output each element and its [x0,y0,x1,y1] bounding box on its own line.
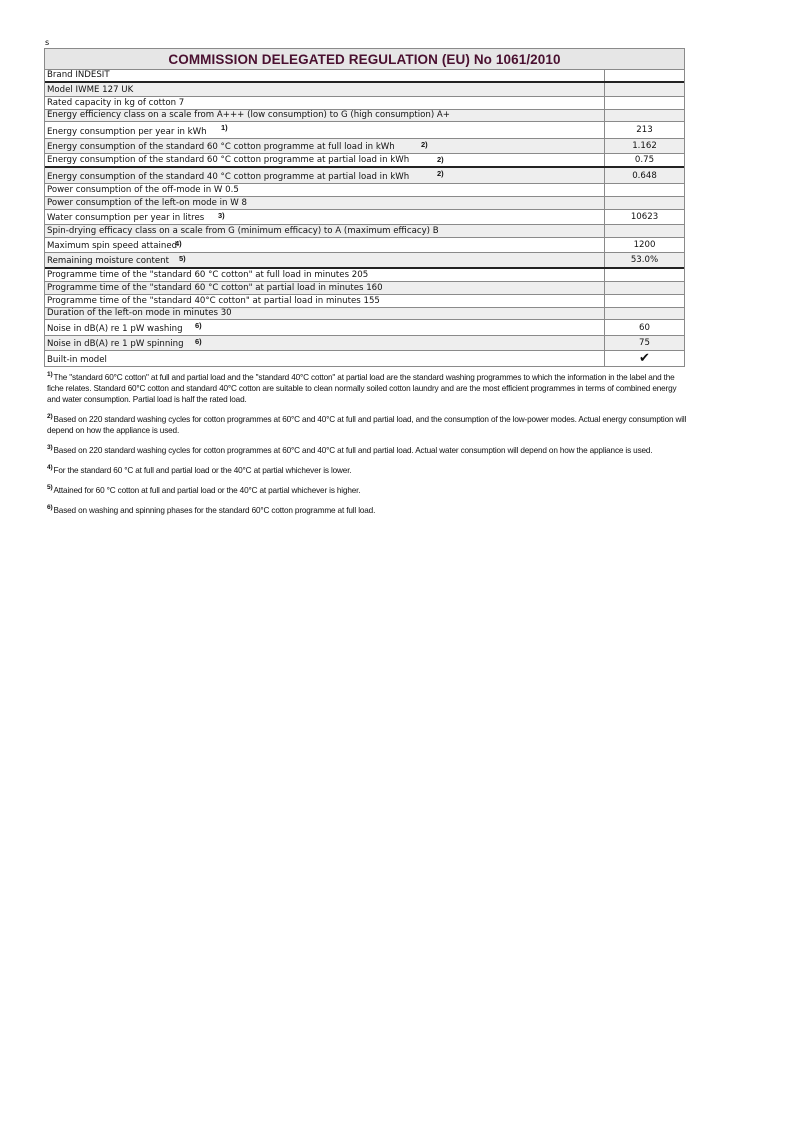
row-value-text: 1200 [633,240,656,250]
table-row [45,139,684,154]
table-row [45,168,684,184]
row-value [605,154,684,166]
row-label [45,110,605,121]
table-row [45,253,684,269]
row-label-text: Remaining moisture content [47,256,169,266]
row-label-text: Model IWME 127 UK [47,85,134,95]
row-value [605,139,684,153]
footnote [47,411,687,436]
row-value [605,110,684,121]
footnote-text: For the standard 60 °C at full and partial load or the 40°C at partial whichever is lower. [53,466,352,475]
row-label [45,282,605,294]
row-value [605,122,684,138]
row-value-text: 1.162 [632,141,657,151]
table-row [45,320,684,336]
row-label-text: Rated capacity in kg of cotton 7 [47,98,185,108]
row-label [45,225,605,237]
row-label-text: Energy consumption of the standard 60 °C cotton programme at full load in kWh [47,142,395,152]
row-label [45,122,605,138]
table-row [45,110,684,122]
footnote-ref: 5) [179,254,186,263]
row-label-text: Built-in model [47,355,107,365]
row-label [45,168,605,183]
row-label [45,336,605,350]
row-value-text: 75 [639,338,650,348]
footnote-ref: 6) [195,321,202,330]
footnote-ref: 2) [421,140,428,149]
row-value [605,197,684,209]
table-row [45,197,684,210]
row-label-text: Energy efficiency class on a scale from A+++ (low consumption) to G (high consumption) A+ [47,110,450,120]
regulation-title: COMMISSION DELEGATED REGULATION (EU) No 1061/2010 [45,49,684,70]
corner-mark: s [45,38,50,47]
table-row [45,238,684,253]
row-label [45,320,605,335]
footnote-ref: 2) [437,169,444,178]
row-value [605,70,684,81]
footnote-ref: 3) [218,211,225,220]
row-label-text: Energy consumption of the standard 60 °C cotton programme at partial load in kWh [47,155,410,165]
row-value [605,97,684,109]
table-row [45,225,684,238]
row-label-text: Programme time of the "standard 40°C cotton" at partial load in minutes 155 [47,296,380,306]
table-row [45,295,684,308]
row-label [45,295,605,307]
row-label [45,238,605,252]
row-value [605,282,684,294]
row-value [605,336,684,350]
footnote-number: 5) [47,484,53,491]
footnote [47,462,687,476]
row-label-text: Energy consumption per year in kWh [47,127,207,137]
table-row [45,351,684,367]
row-label [45,154,605,166]
row-value-text: 60 [639,322,650,333]
row-value-text: 0.648 [632,170,657,181]
row-value [605,295,684,307]
table-row [45,70,684,83]
row-label-text: Water consumption per year in litres [47,213,205,223]
table-row [45,336,684,351]
fiche-rows [45,70,684,367]
table-row [45,184,684,197]
footnote-ref: 2) [437,155,444,164]
footnote-text: Based on 220 standard washing cycles for cotton programmes at 60°C and 40°C at full and partial load, and the consumption of the low-power modes. Actual energy consumption will depend on how the appliance is used. [47,415,687,435]
row-value [605,269,684,281]
row-value [605,225,684,237]
row-label-text: Programme time of the "standard 60 °C cotton" at partial load in minutes 160 [47,283,383,293]
row-label-text: Noise in dB(A) re 1 pW spinning [47,339,184,349]
row-value [605,308,684,319]
row-label-text: Power consumption of the left-on mode in W 8 [47,198,247,208]
footnote-number: 6) [47,504,53,511]
row-value-text: 53.0% [630,255,659,265]
row-label-text: Programme time of the "standard 60 °C cotton" at full load in minutes 205 [47,270,369,280]
row-value-text: 213 [636,125,653,135]
row-label [45,139,605,153]
row-label [45,269,605,281]
row-label [45,253,605,267]
row-value [605,320,684,335]
table-row [45,154,684,168]
footnote-text: Based on 220 standard washing cycles for cotton programmes at 60°C and 40°C at full and partial load. Actual water consumption will depend on how the appliance is used. [53,446,653,455]
row-value [605,184,684,196]
footnote [47,442,687,456]
footnote-number: 4) [47,464,53,471]
row-value [605,168,684,183]
table-row [45,122,684,139]
table-row [45,269,684,282]
row-label [45,97,605,109]
row-value [605,210,684,224]
row-label [45,308,605,319]
row-value [605,238,684,252]
footnote-text: Attained for 60 °C cotton at full and partial load or the 40°C at partial whichever is higher. [53,486,361,495]
footnote-ref: 4) [175,239,182,248]
row-label-text: Power consumption of the off-mode in W 0.5 [47,185,239,195]
row-label [45,210,605,224]
row-label [45,70,605,81]
row-label-text: Brand INDESIT [47,70,110,80]
checkmark-icon [605,351,684,366]
table-row [45,83,684,97]
footnote-number: 2) [47,413,53,420]
row-label-text: Energy consumption of the standard 40 °C cotton programme at partial load in kWh [47,172,410,182]
checkmark-glyph: ✔ [639,351,650,366]
footnote-ref: 6) [195,337,202,346]
row-label-text: Spin-drying efficacy class on a scale from G (minimum efficacy) to A (maximum efficacy) B [47,226,439,236]
row-value [605,253,684,267]
footnote-ref: 1) [221,123,228,132]
footnote-text: Based on washing and spinning phases for the standard 60°C cotton programme at full load. [53,506,376,515]
row-label [45,83,605,96]
row-label [45,351,605,366]
row-value [605,83,684,96]
footnote [47,502,687,516]
table-row [45,210,684,225]
table-row [45,308,684,320]
row-label-text: Duration of the left-on mode in minutes 30 [47,308,232,318]
footnote-number: 3) [47,444,53,451]
footnote-number: 1) [47,371,53,378]
table-row [45,282,684,295]
row-label [45,184,605,196]
row-label-text: Maximum spin speed attained [47,241,178,251]
footnotes [47,369,687,522]
row-value-text: 0.75 [634,155,655,165]
row-value-text: 10623 [630,212,659,222]
row-label [45,197,605,209]
footnote [47,482,687,496]
row-label-text: Noise in dB(A) re 1 pW washing [47,324,183,334]
footnote-text: The "standard 60°C cotton" at full and partial load and the "standard 40°C cotton" at partial load are the standard washing programmes to which the information in the label and the fiche relates. Standard 60°C cotton and standard 40°C cotton are suitable to clean normally soiled cotton laundry and are the most efficient programmes in terms of combined energy and water consumption. Partial load is half the rated load. [47,373,677,404]
footnote [47,369,687,405]
product-fiche-table [44,48,685,367]
table-row [45,97,684,110]
